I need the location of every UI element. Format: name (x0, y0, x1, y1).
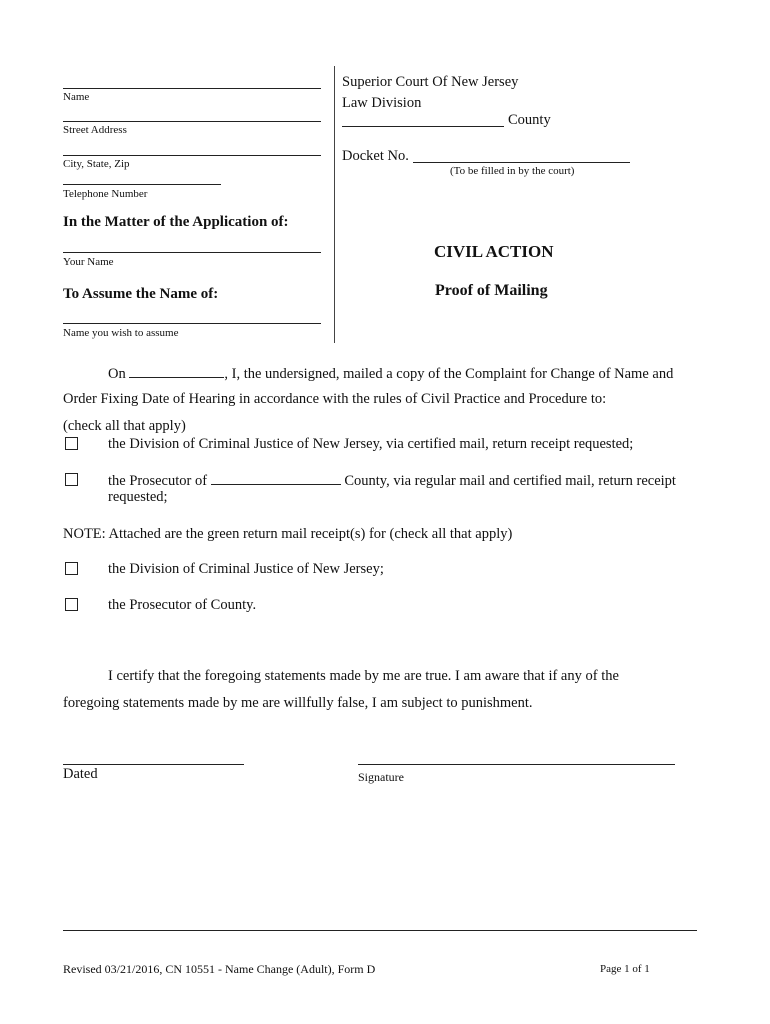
checkbox-prosecutor-receipt[interactable] (65, 598, 78, 611)
option-prosecutor-line2: requested; (108, 489, 168, 505)
mailing-paragraph-line2: Order Fixing Date of Hearing in accordance with the rules of Civil Practice and Procedure to: (63, 391, 607, 407)
phone-line[interactable] (63, 184, 221, 185)
mailing-date-blank[interactable] (129, 365, 224, 378)
assume-label: Name you wish to assume (63, 327, 179, 339)
signature-line[interactable] (358, 764, 675, 765)
on-word: On (108, 366, 126, 382)
prosecutor-county-blank[interactable] (211, 472, 341, 485)
division-name: Law Division (342, 95, 422, 111)
your-name-label: Your Name (63, 256, 114, 268)
certification-line1: I certify that the foregoing statements made by me are true. I am aware that if any of the (108, 668, 619, 684)
phone-label: Telephone Number (63, 188, 148, 200)
option-prosecutor-prefix: the Prosecutor of (108, 473, 208, 489)
checkbox-prosecutor-mailed[interactable] (65, 473, 78, 486)
note-option-division: the Division of Criminal Justice of New Jersey; (108, 561, 384, 577)
street-label: Street Address (63, 124, 127, 136)
docket-label: Docket No. (342, 148, 409, 164)
checkbox-division-mailed[interactable] (65, 437, 78, 450)
footer-page-number: Page 1 of 1 (600, 963, 650, 975)
option-prosecutor-suffix: County, via regular mail and certified mail, return receipt (344, 473, 676, 489)
civil-action-title: CIVIL ACTION (434, 242, 554, 261)
city-line[interactable] (63, 155, 321, 156)
mailing-paragraph-line1 (108, 365, 673, 383)
assume-heading: To Assume the Name of: (63, 286, 219, 302)
option-division-mailed: the Division of Criminal Justice of New Jersey, via certified mail, return receipt requested; (108, 436, 634, 452)
city-label: City, State, Zip (63, 158, 130, 170)
docket-line[interactable] (413, 162, 630, 163)
name-label: Name (63, 91, 90, 103)
proof-of-mailing-title: Proof of Mailing (435, 282, 548, 299)
docket-note: (To be filled in by the court) (450, 165, 575, 177)
option-prosecutor-mailed (108, 472, 676, 490)
your-name-line[interactable] (63, 252, 321, 253)
dated-line[interactable] (63, 764, 244, 765)
county-label: County (508, 112, 551, 128)
matter-heading: In the Matter of the Application of: (63, 214, 289, 230)
footer-revision: Revised 03/21/2016, CN 10551 - Name Change (Adult), Form D (63, 962, 376, 976)
note-text: NOTE: Attached are the green return mail receipt(s) for (check all that apply) (63, 526, 513, 542)
check-all-instruction: (check all that apply) (63, 418, 186, 434)
court-name: Superior Court Of New Jersey (342, 74, 519, 90)
note-option-prosecutor: the Prosecutor of County. (108, 597, 257, 613)
street-line[interactable] (63, 121, 321, 122)
county-line[interactable] (342, 126, 504, 127)
assume-line[interactable] (63, 323, 321, 324)
name-line[interactable] (63, 88, 321, 89)
header-divider (334, 66, 335, 343)
dated-label: Dated (63, 766, 98, 782)
footer-rule (63, 930, 697, 931)
certification-line2: foregoing statements made by me are willfully false, I am subject to punishment. (63, 695, 533, 711)
signature-label: Signature (358, 770, 404, 784)
checkbox-division-receipt[interactable] (65, 562, 78, 575)
paragraph-text: , I, the undersigned, mailed a copy of the Complaint for Change of Name and (224, 366, 674, 382)
